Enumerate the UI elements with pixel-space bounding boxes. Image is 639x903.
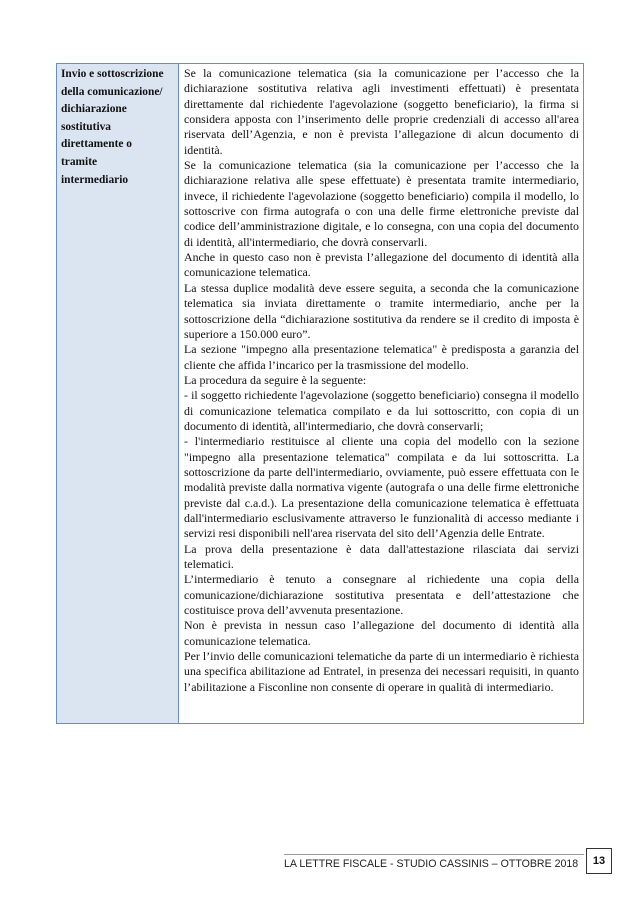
row-label-line: Invio e sottoscrizione: [61, 68, 164, 80]
content-paragraph: L’intermediario è tenuto a consegnare al richiedente una copia della comunicazione/dichiarazione sostitutiva presentata e dell’attestazione che costituisce prova dell’avvenuta presentazione.: [184, 572, 579, 618]
content-paragraph: La stessa duplice modalità deve essere seguita, a seconda che la comunicazione telematica sia inviata direttamente o tramite intermediario, anche per la sottoscrizione della “dichiarazione sostitutiva da rendere se il credito di imposta è superiore a 150.000 euro”.: [184, 280, 579, 341]
footer-title: LA LETTRE FISCALE - STUDIO CASSINIS – OTTOBRE 2018: [284, 858, 579, 870]
row-label-line: della comunicazione/: [61, 85, 163, 98]
row-label-cell: [57, 64, 179, 723]
row-label-line: dichiarazione: [61, 103, 127, 116]
content-paragraph: - il soggetto richiedente l'agevolazione (soggetto beneficiario) consegna il modello di comunicazione telematica compilato e da lui sottoscritto, con copia di un documento di identità, all'intermediario, che dovrà conservarli;: [184, 388, 579, 433]
content-paragraph: La sezione "impegno alla presentazione telematica" è predisposta a garanzia del cliente che affida l’incarico per la trasmissione del modello.: [184, 342, 579, 372]
row-label-line: intermediario: [61, 173, 129, 186]
content-paragraph: Non è prevista in nessun caso l’allegazione del documento di identità alla comunicazione telematica.: [184, 618, 579, 648]
content-paragraph: Se la comunicazione telematica (sia la comunicazione per l’accesso che la dichiarazione sostitutiva relativa agli investimenti effettuati) è presentata direttamente dal richiedente l'agevolazione (soggetto beneficiario), la firma si considera apposta con l’inserimento delle proprie credenziali di accesso all'area riservata dell’Agenzia, e non è prevista l’allegazione di alcun documento di identità.: [184, 66, 579, 157]
info-table: [56, 63, 584, 724]
page-number-box: [586, 848, 612, 874]
row-label-line: tramite: [61, 155, 98, 168]
content-paragraph: Anche in questo caso non è prevista l’allegazione del documento di identità alla comunicazione telematica.: [184, 250, 579, 280]
row-label-line: direttamente o: [61, 138, 132, 151]
footer-divider: [284, 854, 584, 855]
content-paragraph: La procedura da seguire è la seguente:: [184, 372, 367, 387]
content-paragraph: Per l’invio delle comunicazioni telematiche da parte di un intermediario è richiesta una specifica abilitazione ad Entratel, in presenza dei necessari requisiti, in quanto l’abilitazione a Fisconline non consente di operare in qualità di intermediario.: [184, 649, 579, 694]
content-paragraph: Se la comunicazione telematica (sia la comunicazione per l’accesso che la dichiarazione relativa alle spese effettuate) è presentata tramite intermediario, invece, il richiedente l'agevolazione (soggetto beneficiario) compila il modello, lo sottoscrive con firma autografa o con una delle firme elettroniche previste dal codice dell’amministrazione digitale, e lo consegna, con una copia del documento di identità, all'intermediario, che dovrà conservarli.: [184, 158, 579, 249]
row-content-cell: [179, 64, 583, 723]
content-paragraph: - l'intermediario restituisce al cliente una copia del modello con la sezione "impegno alla presentazione telematica" compilata e da lui sottoscritta. La sottoscrizione da parte dell'intermediario, ovviamente, può essere effettuata con le modalità previste dalla normativa vigente (autografa o una delle firme elettroniche previste dal c.a.d.). La presentazione della comunicazione telematica è effettuata dall'intermediario esclusivamente attraverso le funzionalità di accesso mediante i servizi resi disponibili nell'area riservata del sito dell’Agenzia delle Entrate.: [184, 434, 579, 541]
content-paragraph: La prova della presentazione è data dall'attestazione rilasciata dai servizi telematici.: [184, 541, 579, 571]
page-number: 13: [592, 855, 606, 867]
row-label-line: sostitutiva: [61, 120, 111, 133]
